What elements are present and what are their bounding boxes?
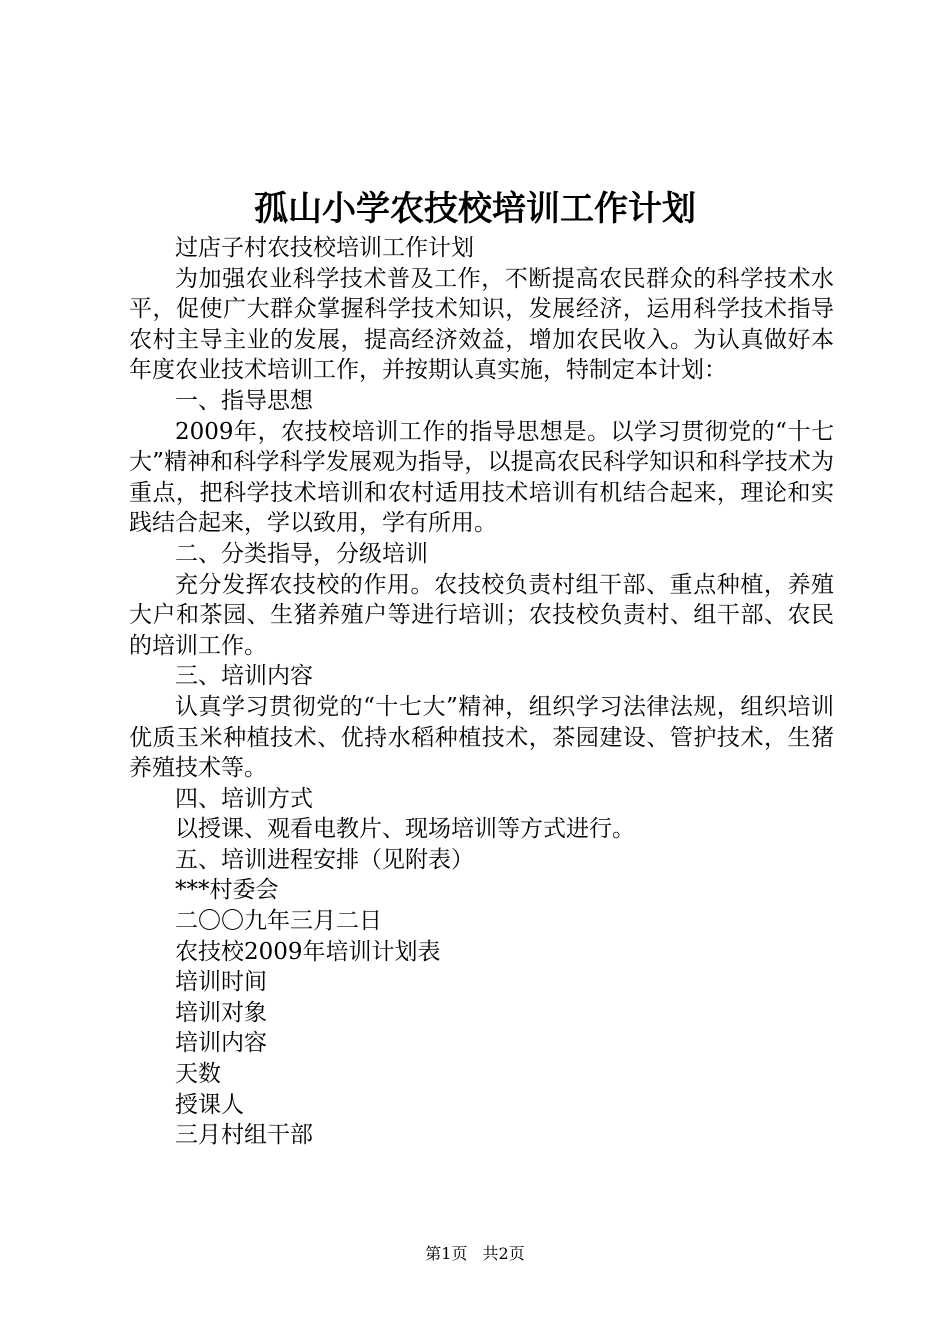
document-title: 孤山小学农技校培训工作计划 (254, 189, 696, 229)
paragraph: 以授课、观看电教片、现场培训等方式进行。 (175, 816, 635, 843)
document-body (129, 233, 834, 1151)
table-cell: 三月村组干部 (175, 1122, 313, 1149)
section-heading: 四、培训方式 (175, 785, 313, 812)
page-total: 共2页 (482, 1244, 525, 1263)
table-caption: 农技校2009年培训计划表 (175, 938, 441, 965)
paragraph: 为加强农业科学技术普及工作，不断提高农民群众的科学技术水平，促使广大群众掌握科学技术知识，发展经济，运用科学技术指导农村主导主业的发展，提高经济效益，增加农民收入。为认真做好本年度农业技术培训工作，并按期认真实施，特制定本计划： (129, 265, 834, 384)
page-number: 第1页 (425, 1244, 468, 1263)
paragraph: 过店子村农技校培训工作计划 (175, 235, 474, 261)
table-header-cell: 培训对象 (175, 999, 267, 1026)
table-header-cell: 培训时间 (175, 969, 267, 996)
signature-line: ***村委会 (175, 877, 279, 904)
page-footer (0, 1243, 950, 1265)
table-header-cell: 授课人 (175, 1091, 244, 1118)
table-header-cell: 培训内容 (175, 1030, 267, 1057)
section-heading: 五、培训进程安排（见附表） (175, 846, 474, 873)
paragraph: 2009年，农技校培训工作的指导思想是。以学习贯彻党的“十七大”精神和科学科学发展观为指导，以提高农民科学知识和科学技术为重点，把科学技术培训和农村适用技术培训有机结合起来，理论和实践结合起来，学以致用，学有所用。 (129, 418, 834, 537)
paragraph: 充分发挥农技校的作用。农技校负责村组干部、重点种植，养殖大户和茶园、生猪养殖户等进行培训；农技校负责村、组干部、农民的培训工作。 (129, 571, 834, 659)
date-line: 二〇〇九年三月二日 (175, 908, 382, 935)
section-heading: 三、培训内容 (175, 663, 313, 690)
section-heading: 二、分类指导，分级培训 (175, 540, 428, 567)
table-header-cell: 天数 (175, 1061, 221, 1088)
section-heading: 一、指导思想 (175, 387, 313, 414)
paragraph: 认真学习贯彻党的“十七大”精神，组织学习法律法规，组织培训优质玉米种植技术、优持水稻种植技术，茶园建设、管护技术，生猪养殖技术等。 (129, 693, 834, 782)
